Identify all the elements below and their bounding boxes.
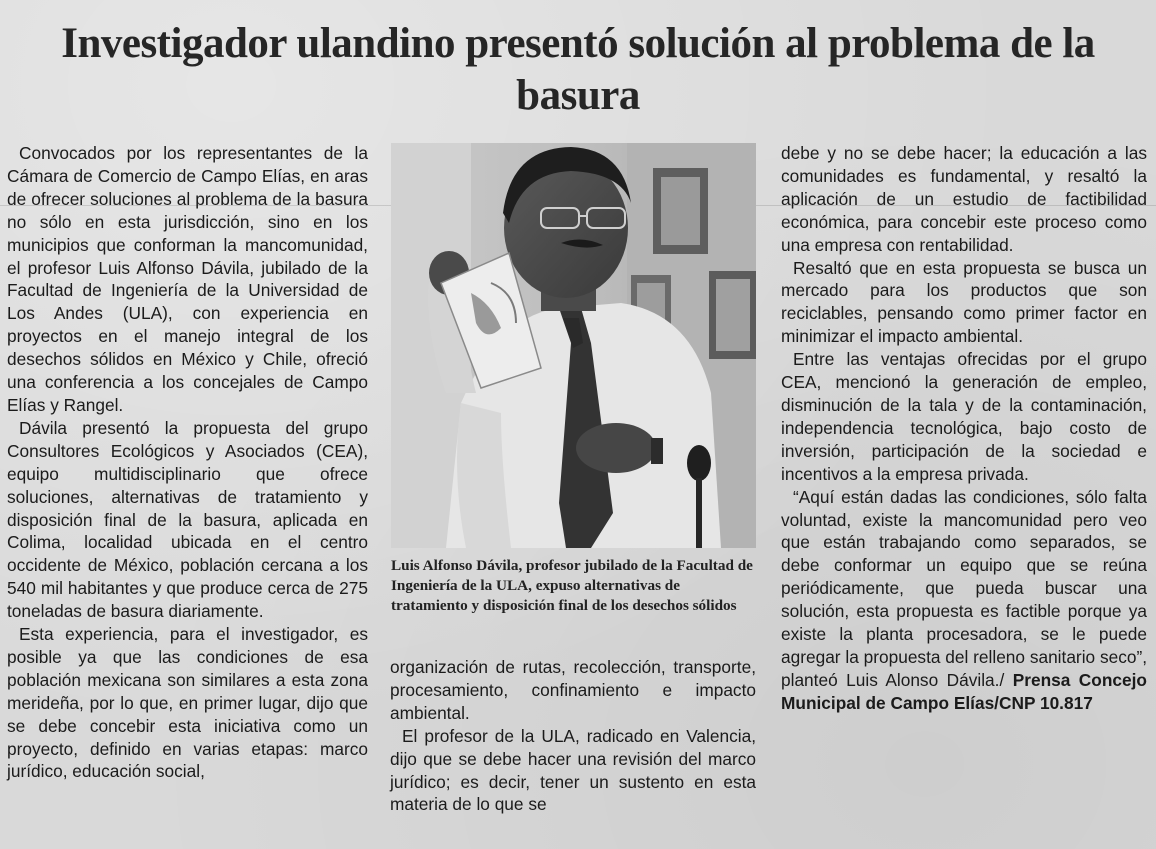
paragraph: El profesor de la ULA, radicado en Valencia, dijo que se debe hacer una revisión del marco jurídico; es decir, tener un sustento en esta materia de lo que se [390, 725, 756, 815]
article-headline: Investigador ulandino presentó solución al problema de la basura [61, 20, 1095, 119]
article-photo [391, 143, 756, 548]
paragraph: Convocados por los representantes de la Cámara de Comercio de Campo Elías, en aras de ofrecer soluciones al problema de la basura no sólo en esta jurisdicción, sino en los municipios que conforman la mancomunidad, el profesor Luis Alfonso Dávila, jubilado de la Facultad de Ingeniería de la Universidad de Los Andes (ULA), con experiencia en proyectos en el manejo integral de los desechos sólidos en México y Chile, ofreció una conferencia a los concejales de Campo Elías y Rangel. [7, 143, 368, 415]
press-credit: Prensa Concejo Municipal de Campo Elías/CNP 10.817 [781, 669, 1147, 713]
article-column-2 [390, 656, 756, 816]
paragraph: debe y no se debe hacer; la educación a las comunidades es fundamental, y resaltó la aplicación de un estudio de factibilidad económica, para concebir este proceso como una empresa con rentabilidad. [781, 143, 1147, 255]
paragraph: organización de rutas, recolección, transporte, procesamiento, confinamiento e impacto ambiental. [390, 657, 756, 723]
paragraph: Entre las ventajas ofrecidas por el grupo CEA, mencionó la generación de empleo, disminución de la tala y de la contaminación, independencia tecnológica, bajo costo de inversión, participación de la sociedad e incentivos a la empresa privada. [781, 349, 1147, 484]
paragraph: Esta experiencia, para el investigador, es posible ya que las condiciones de esa población mexicana son similares a esta zona merideña, por lo que, en primer lugar, dijo que se debe concebir esta iniciativa como un proyecto, definido en varias etapas: marco jurídico, educación social, [7, 624, 368, 782]
paragraph: Dávila presentó la propuesta del grupo Consultores Ecológicos y Asociados (CEA), equipo multidisciplinario que ofrece soluciones, alternativas de tratamiento y disposición final de la basura, aplicada en Colima, localidad ubicada en el centro occidente de México, población cercana a los 540 mil habitantes y que produce cerca de 275 toneladas de basura diariamente. [7, 417, 368, 622]
paragraph [781, 486, 1147, 715]
article-column-3 [781, 142, 1147, 715]
quote-text: “Aquí están dadas las condiciones, sólo falta voluntad, existe la mancomunidad pero veo que están trabajando como separados, se debe conformar un equipo que se reúna periódicamente, que pueda buscar una solución, esta propuesta es factible porque ya existe la planta procesadora, se le puede agregar la propuesta del relleno sanitario seco”, planteó Luis Alonso Dávila./ [781, 486, 1148, 690]
paragraph: Resaltó que en esta propuesta se busca un mercado para los productos que son reciclables, pensando como primer factor en minimizar el impacto ambiental. [781, 257, 1147, 347]
photo-caption: Luis Alfonso Dávila, profesor jubilado de la Facultad de Ingeniería de la ULA, expuso alternativas de tratamiento y disposición final de los desechos sólidos [391, 557, 753, 614]
article-column-1 [7, 142, 368, 783]
